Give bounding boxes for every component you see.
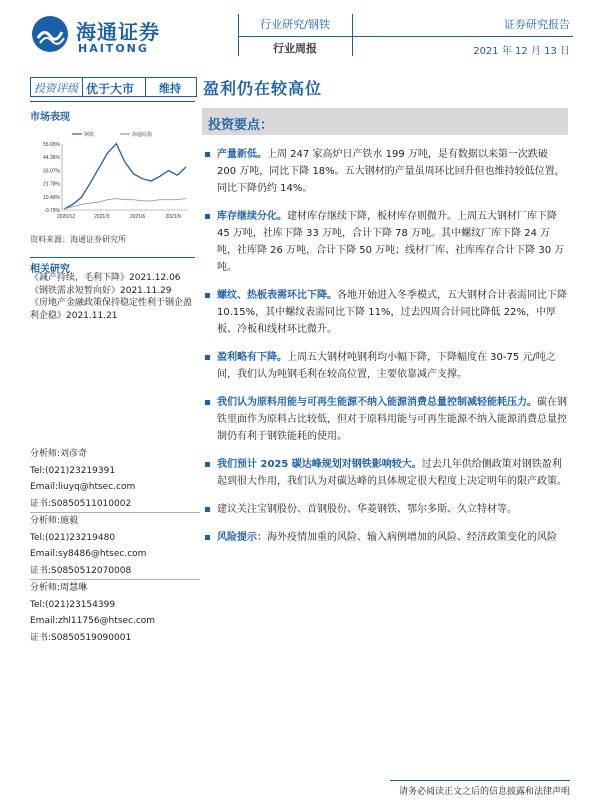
key-point-head: 我们认为原料用能与可再生能源不纳入能源消费总量控制减轻能耗压力。 xyxy=(217,397,537,408)
y-tick-label: -0.79% xyxy=(44,208,60,214)
related-item[interactable]: 《房地产金融政策保持稳定性利于钢企盈利企稳》2021.11.21 xyxy=(30,298,193,321)
key-point-head: 库存继续分化。 xyxy=(217,211,287,222)
market-performance-chart xyxy=(30,128,195,228)
key-point-text: 建材库存继续下降，板材库存则微升。上周五大钢材厂库下降 45 万吨，社库下降 33 万吨，合计下降 78 万吨。其中螺纹厂库下降 24 万吨，社库降 26 万吨，合计下降 50 万吨；线材厂库、社库库存合计下降 30 万吨。 xyxy=(217,211,565,273)
x-tick-label: 2021/6 xyxy=(129,214,146,220)
analyst-email[interactable]: Email:zhl11756@htsec.com xyxy=(30,616,156,626)
key-points-list xyxy=(203,146,568,557)
footer-rule xyxy=(390,780,570,781)
haitong-logo-icon xyxy=(30,14,70,54)
legend-label: 钢铁 xyxy=(84,132,95,138)
key-point-text: 上周五大钢材吨钢利均小幅下降，下降幅度在 30-75 元/吨之间，我们认为吨钢毛利在较高位置，主要依靠减产支撑。 xyxy=(217,352,556,380)
analyst-name: 分析师:施毅 xyxy=(30,516,79,526)
company-logo xyxy=(30,14,180,58)
key-point-head: 我们预计 2025 碳达峰规划对钢铁影响较大。 xyxy=(217,459,422,470)
report-series: 证券研究报告 xyxy=(504,18,570,31)
analyst-name: 分析师:周慧琳 xyxy=(30,583,88,593)
y-tick-label: 21.78% xyxy=(43,181,60,188)
related-research-list xyxy=(30,272,200,322)
key-points-bar xyxy=(202,108,568,135)
legend-label: 海通综指 xyxy=(132,132,153,138)
analyst-card xyxy=(30,446,200,512)
key-point xyxy=(203,456,568,490)
related-item[interactable]: 《钢铁需求短暂向好》2021.11.29 xyxy=(30,285,172,296)
logo-chinese-text: 海通证券 xyxy=(76,20,160,44)
y-tick-label: 10.49% xyxy=(43,194,60,201)
y-tick-label: 44.36% xyxy=(43,155,60,162)
rating-value: 优于大市 xyxy=(86,82,135,96)
bullet-icon xyxy=(205,214,210,219)
key-point xyxy=(203,349,568,383)
rating-divider xyxy=(145,78,146,96)
left-rule xyxy=(30,257,195,258)
bullet-icon xyxy=(205,507,210,512)
key-point xyxy=(203,287,568,338)
bullet-icon xyxy=(205,535,210,540)
header-divider xyxy=(238,14,239,56)
analyst-tel: Tel:(021)23219480 xyxy=(30,532,116,543)
analyst-email[interactable]: Email:sy8486@htsec.com xyxy=(30,549,147,559)
x-tick-label: 2021/9 xyxy=(165,214,181,220)
related-item[interactable]: 《减产持续，毛利下降》2021.12.06 xyxy=(30,273,181,283)
rating-label: 投资评级 xyxy=(34,82,78,95)
analyst-card xyxy=(30,513,200,579)
key-point-text: 各地开始进入冬季模式，五大钢材合计表需同比下降 10.15%，其中螺纹表需同比下降 11%，过去四周合计同比降低 22%，中厚板、冷板和线材环比微升。 xyxy=(217,290,567,335)
bullet-icon xyxy=(205,293,210,298)
report-type: 行业周报 xyxy=(273,42,317,55)
key-points-heading: 投资要点： xyxy=(208,118,274,133)
report-title: 盈利仍在较高位 xyxy=(203,79,323,98)
analyst-cert: 证书:S0850512070008 xyxy=(30,565,132,576)
analyst-list xyxy=(30,446,200,646)
x-tick-label: 2020/12 xyxy=(56,214,76,220)
key-point-head: 盈利略有下降。 xyxy=(217,352,287,363)
y-tick-label: 33.07% xyxy=(43,168,60,175)
key-point xyxy=(203,529,568,546)
report-meta-block xyxy=(380,16,570,57)
key-point-head: 螺纹、热板表需环比下降。 xyxy=(217,290,337,301)
key-point-text: 过去几年供给侧政策对钢铁盈利起到很大作用，我们认为对碳达峰的具体规定很大程度上决定明年的限产政策。 xyxy=(217,459,567,487)
analyst-cert: 证书:S0850519090001 xyxy=(30,632,132,643)
chart-source: 资料来源：海通证券研究所 xyxy=(30,235,126,244)
logo-english-text: HAITONG xyxy=(78,42,149,55)
disclaimer-footer: 请务必阅读正文之后的信息披露和法律声明 xyxy=(398,787,570,797)
report-category-block xyxy=(240,16,350,56)
key-point xyxy=(203,501,568,518)
related-heading: 相关研究 xyxy=(30,264,70,275)
key-point-text: 碳在钢铁里面作为原料占比较低，但对于原料用能与可再生能源不纳入能源消费总量控制仍有利于钢铁能耗的使用。 xyxy=(217,397,567,442)
rating-action: 维持 xyxy=(159,82,181,95)
key-point xyxy=(203,394,568,445)
key-point-text: 海外疫情加重的风险、输入病例增加的风险、经济政策变化的风险 xyxy=(267,532,557,543)
analyst-tel: Tel:(021)23154399 xyxy=(30,599,116,610)
key-point-head: 风险提示： xyxy=(217,532,267,543)
report-date: 2021 年 12 月 13 日 xyxy=(473,46,570,57)
bullet-icon xyxy=(205,462,210,467)
market-heading: 市场表现 xyxy=(30,112,70,123)
header-divider xyxy=(352,14,353,56)
analyst-tel: Tel:(021)23219391 xyxy=(30,465,116,476)
analyst-email[interactable]: Email:liuyq@htsec.com xyxy=(30,482,136,492)
analyst-card xyxy=(30,580,200,646)
rating-divider xyxy=(82,78,83,96)
report-category: 行业研究/钢铁 xyxy=(260,18,330,31)
series-line-index xyxy=(64,199,186,210)
analyst-name: 分析师:刘彦奇 xyxy=(30,449,88,459)
key-point-text: 建议关注宝钢股份、首钢股份、华菱钢铁、鄂尔多斯、久立特材等。 xyxy=(217,504,517,515)
y-tick-label: 55.65% xyxy=(43,142,60,148)
bullet-icon xyxy=(205,355,210,360)
bullet-icon xyxy=(205,400,210,405)
left-rule xyxy=(30,101,195,102)
key-point-text: 上周 247 家高炉日产铁水 199 万吨，是有数据以来第一次跌破 200 万吨，同比下降 18%。五大钢材的产量虽周环比回升但也维持较低位置，同比下降仍约 14%。 xyxy=(217,149,565,194)
x-tick-label: 2021/3 xyxy=(94,214,110,220)
bullet-icon xyxy=(205,152,210,157)
key-point xyxy=(203,146,568,197)
key-point-head: 产量新低。 xyxy=(217,149,267,160)
analyst-cert: 证书:S0850511010002 xyxy=(30,498,132,509)
rating-box xyxy=(30,77,197,97)
key-point xyxy=(203,208,568,276)
